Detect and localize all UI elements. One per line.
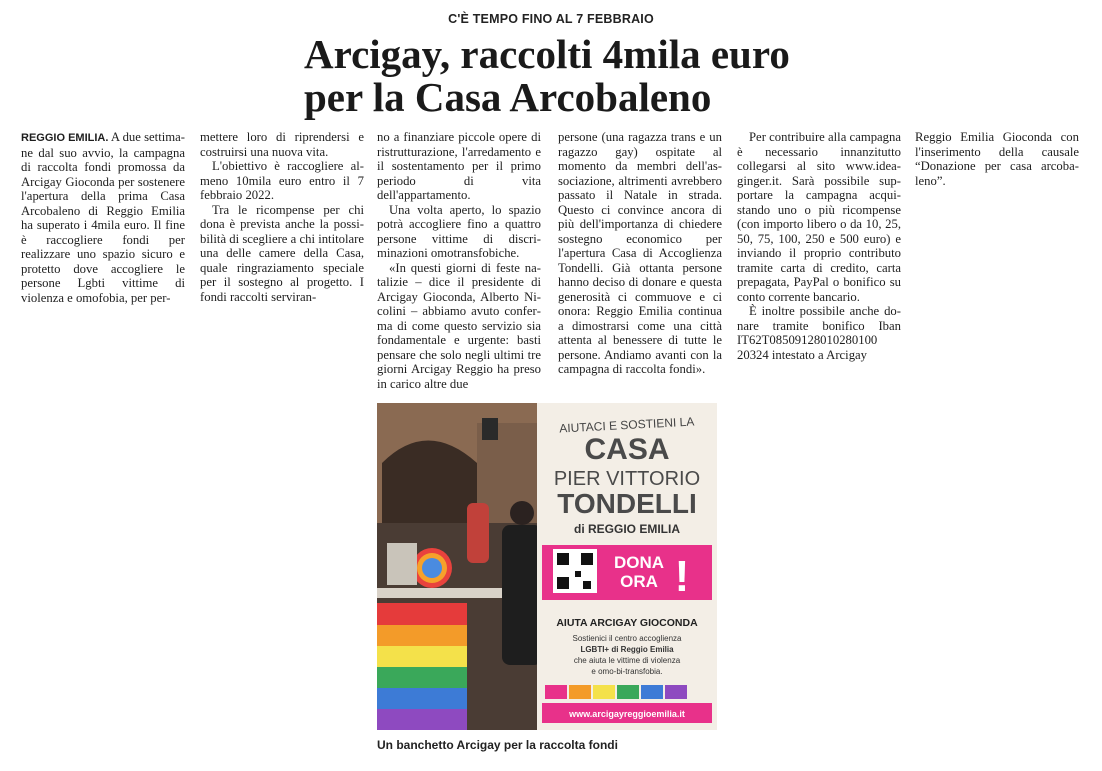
paragraph: «In questi giorni di feste natalizie – dice il presidente di Arcigay Gioconda, Alberto Nicolini – abbiamo avuto conferma di come questo servizio sia fondamentale e urgente: basti pensare che solo negli ultimi tre giorni Arcigay Reggio ha preso in carico altre due — [377, 260, 541, 391]
table-items — [387, 543, 417, 585]
banner-line-4: di REGGIO EMILIA — [573, 522, 681, 536]
article-photo — [377, 403, 717, 730]
headline-line-1: Arcigay, raccolti 4mila euro — [304, 31, 790, 77]
paragraph: È inoltre possibile anche donare tramite bonifico Iban IT62T08509128010280100 20324 intestato a Arcigay — [737, 304, 901, 362]
rainbow-strip — [545, 685, 567, 699]
paragraph: Una volta aperto, lo spazio potrà accogliere fino a quattro persone vittime di discriminazioni omotransfobiche. — [377, 202, 541, 260]
photo-scene — [377, 403, 717, 730]
paragraph: Per contribuire alla campagna è necessario innanzitutto collegarsi al sito www.ideaginger.it. Sarà possibile supportare la campagna acquistando uno o più ricompense (con importo libero o da 10, 25, 50, 75, 100, 250 e 500 euro) e inviando il proprio contributo tramite carta di credito, carta prepagata, PayPal o bonifico su conto corrente bancario. — [737, 130, 901, 304]
donate-label-1: DONA — [613, 553, 665, 572]
paragraph: L'obiettivo è raccogliere almeno 10mila euro entro il 7 febbraio 2022. — [200, 159, 364, 202]
banner-support: AIUTA ARCIGAY GIOCONDA — [556, 617, 698, 629]
kicker: C'È TEMPO FINO AL 7 FEBBRAIO — [448, 12, 654, 26]
article-column-5 — [737, 130, 901, 362]
banner-line-2: PIER VITTORIO — [553, 468, 701, 490]
paragraph: Tra le ricompense per chi dona è prevista anche la possibilità di scegliere a chi intitolare una delle camere della Casa, quale ringraziamento speciale per il sostegno al progetto. I fondi raccolti serviran- — [200, 202, 364, 304]
article-column-2 — [200, 130, 364, 304]
paragraph: no a finanziare piccole opere di ristrutturazione, l'arredamento e il sostentamento per il primo periodo di vita dell'appartamento. — [377, 130, 541, 202]
banner-line-1: CASA — [584, 433, 670, 466]
street-sign — [482, 418, 498, 440]
banner-top-text: AIUTACI E SOSTIENI LA — [558, 414, 695, 436]
archway — [382, 441, 477, 524]
person-background — [467, 503, 489, 563]
paragraph: Reggio Emilia Gioconda con l'inserimento della causale “Donazione per casa arcobaleno”. — [915, 130, 1079, 188]
headline-line-2: per la Casa Arcobaleno — [304, 74, 712, 120]
photo-caption: Un banchetto Arcigay per la raccolta fondi — [377, 738, 618, 752]
paragraph-text: A due settimane dal suo avvio, la campagna di raccolta fondi promossa da Arcigay Gioconda per sostenere l'apertura della prima Casa Arcobaleno di Reggio Emilia ha superato i 4mila euro. Il fine è raccogliere fondi per realizzare uno spazio sicuro e protetto dove accogliere le persone Lgbti vittime di violenza e omofobia, per per- — [21, 130, 185, 305]
banner-small-4: e omo-bi-transfobia. — [591, 667, 663, 676]
paragraph — [21, 130, 185, 305]
banner-small-3: che aiuta le vittime di violenza — [573, 656, 681, 665]
article-column-1 — [21, 130, 185, 305]
person-body — [502, 525, 542, 665]
banner-small-2: LGBTI+ di Reggio Emilia — [580, 645, 674, 654]
banner-url: www.arcigayreggioemilia.it — [569, 709, 685, 719]
banner-line-3: TONDELLI — [557, 488, 697, 519]
headline — [304, 33, 864, 119]
exclamation-mark: ! — [674, 552, 690, 601]
dateline: REGGIO EMILIA. — [21, 132, 109, 144]
person-head — [510, 501, 534, 525]
article-column-6 — [915, 130, 1079, 188]
article-column-3 — [377, 130, 541, 391]
banner-small-1: Sostienici il centro accoglienza — [572, 634, 682, 643]
article-column-4 — [558, 130, 722, 377]
donate-label-2: ORA — [620, 572, 658, 591]
paragraph: persone (una ragazza trans e un ragazzo gay) ospitate al momento da membri dell'associazione, altrimenti avrebbero passato il Natale in strada. Questo ci convince ancora di più dell'importanza di chiedere sostegno economico per l'apertura Casa di Accoglienza Tondelli. Già ottanta persone hanno deciso di donare e questa generosità ci commuove e ci onora: Reggio Emilia continua a dimostrarsi come una città attenta al benessere di tutte le persone. Andiamo avanti con la campagna di raccolta fondi». — [558, 130, 722, 376]
paragraph: mettere loro di riprendersi e costruirsi una nuova vita. — [200, 130, 364, 159]
